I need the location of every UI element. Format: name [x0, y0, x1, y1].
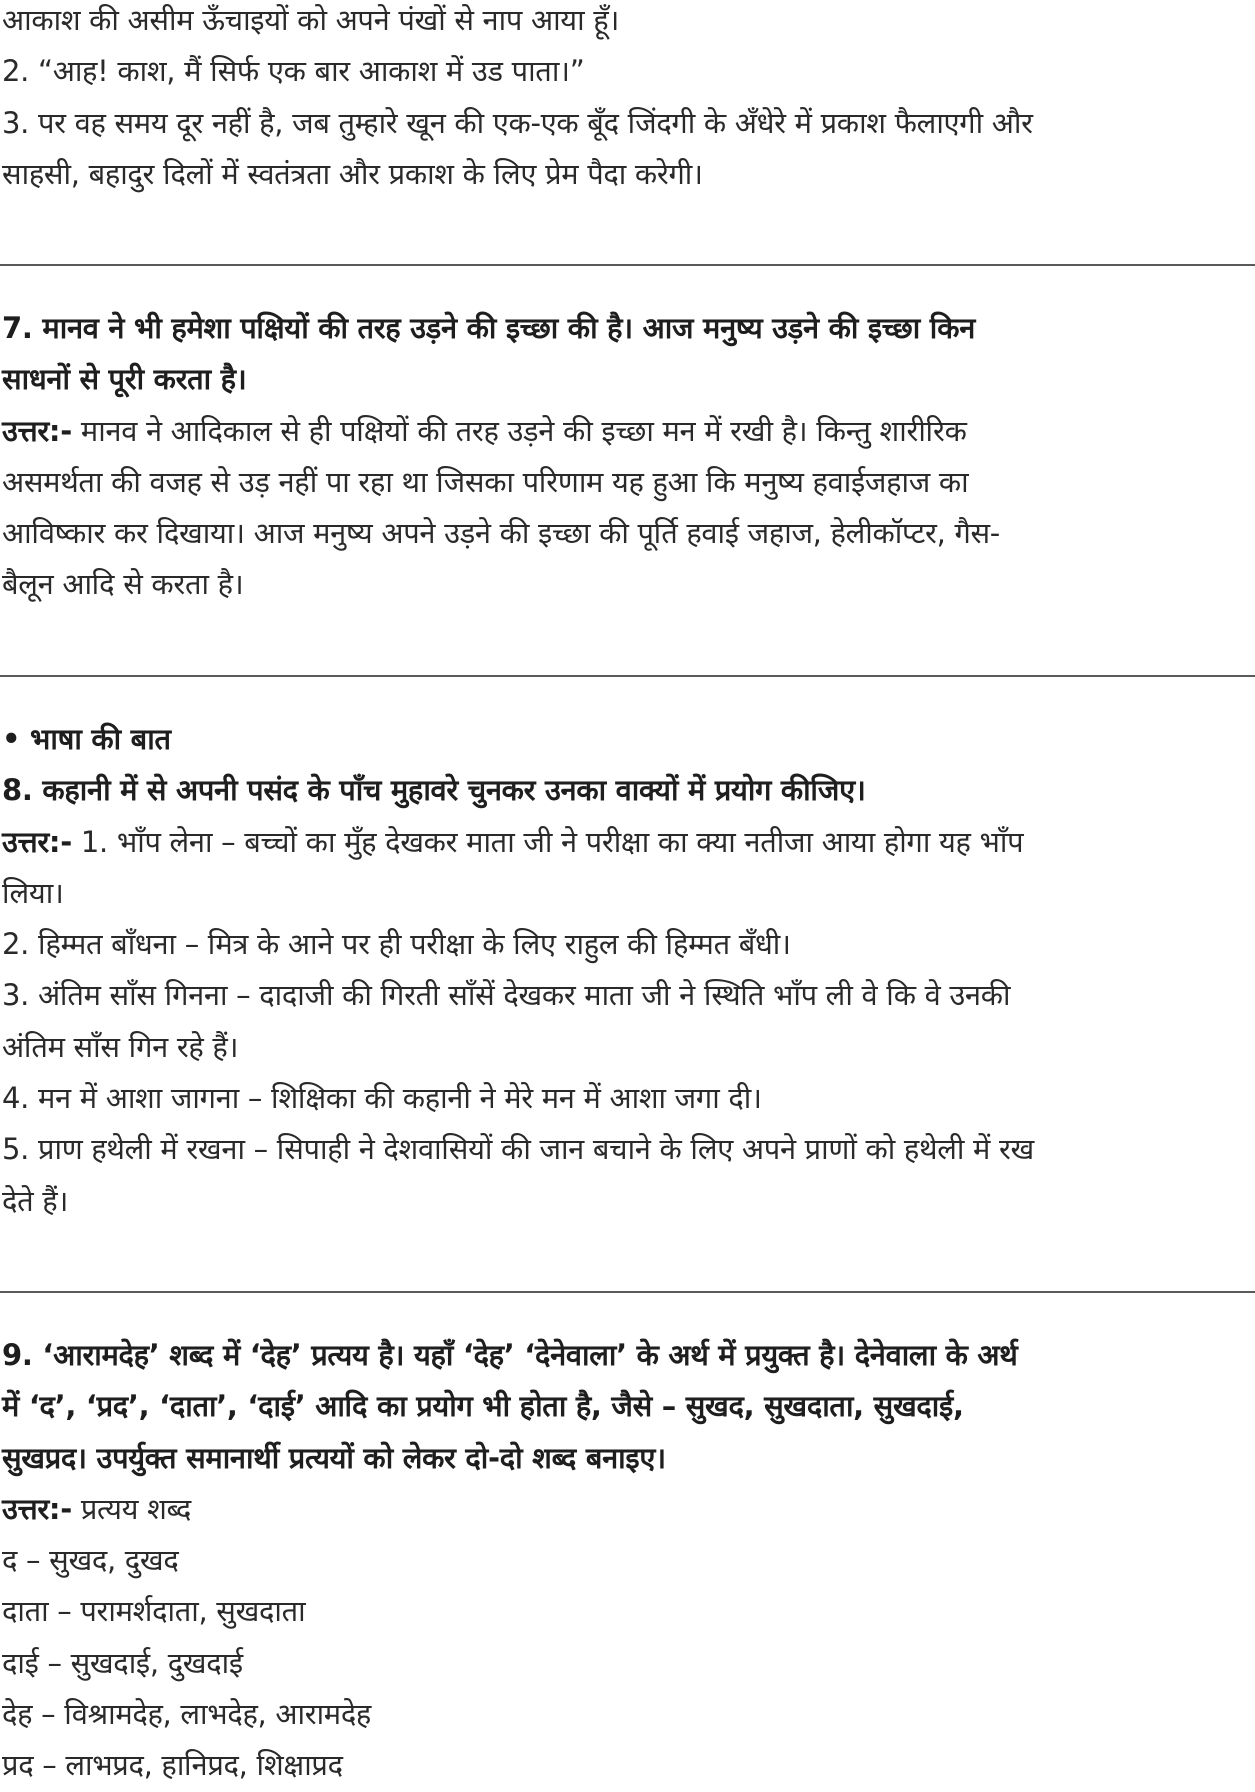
answer-label: उत्तर:- — [2, 413, 72, 448]
answer-text: प्रद – लाभप्रद, हानिप्रद, शिक्षाप्रद — [2, 1748, 343, 1783]
text-line: आकाश की असीम ऊँचाइयों को अपने पंखों से नाप आया हूँ। — [2, 3, 620, 37]
section-heading: • भाषा की बात — [2, 722, 171, 756]
answer-text: 5. प्राण हथेली में रखना – सिपाही ने देशवासियों की जान बचाने के लिए अपने प्राणों को हथेली में रख — [2, 1132, 1034, 1167]
question-text: सुखप्रद। उपर्युक्त समानार्थी प्रत्ययों को लेकर दो-दो शब्द बनाइए। — [2, 1440, 666, 1475]
answer-text: 3. अंतिम साँस गिनना – दादाजी की गिरती साँसें देखकर माता जी ने स्थिति भाँप ली वे कि वे उनकी — [2, 978, 1011, 1013]
divider — [0, 1291, 1255, 1293]
text-line: 2. “आह! काश, मैं सिर्फ एक बार आकाश में उड पाता।” — [2, 54, 585, 89]
question-8 — [2, 714, 1251, 1227]
text-line: 3. पर वह समय दूर नहीं है, जब तुम्हारे खून की एक-एक बूँद जिंदगी के अँधेरे में प्रकाश फैलाएगी और — [2, 105, 1033, 140]
question-text: 9. ‘आरामदेह’ शब्द में ‘देह’ प्रत्यय है। यहाँ ‘देह’ ‘देनेवाला’ के अर्थ में प्रयुक्त है। देनेवाला के अर्थ — [2, 1338, 1018, 1372]
answer-text: मानव ने आदिकाल से ही पक्षियों की तरह उड़ने की इच्छा मन में रखी है। किन्तु शारीरिक — [71, 413, 967, 448]
answer-continuation — [2, 0, 1251, 200]
question-text: 7. मानव ने भी हमेशा पक्षियों की तरह उड़ने की इच्छा की है। आज मनुष्य उड़ने की इच्छा किन — [2, 311, 976, 345]
answer-text: बैलून आदि से करता है। — [2, 567, 244, 602]
answer-text: 1. भाँप लेना – बच्चों का मुँह देखकर माता जी ने परीक्षा का क्या नतीजा आया होगा यह भाँप — [71, 824, 1024, 859]
answer-text: आविष्कार कर दिखाया। आज मनुष्य अपने उड़ने की इच्छा की पूर्ति हवाई जहाज, हेलीकॉप्टर, गैस- — [2, 516, 1000, 551]
answer-label: उत्तर:- — [2, 1491, 72, 1526]
answer-text: अंतिम साँस गिन रहे हैं। — [2, 1029, 239, 1064]
question-7 — [2, 303, 1251, 611]
answer-text: देते हैं। — [2, 1183, 69, 1218]
answer-line — [2, 817, 1251, 868]
answer-text: दाता – परामर्शदाता, सुखदाता — [2, 1594, 306, 1629]
answer-text: प्रत्यय शब्द — [71, 1491, 192, 1526]
answer-label: उत्तर:- — [2, 824, 72, 859]
text-line: साहसी, बहादुर दिलों में स्वतंत्रता और प्रकाश के लिए प्रेम पैदा करेगी। — [2, 156, 703, 191]
question-text: साधनों से पूरी करता है। — [2, 362, 247, 397]
question-9 — [2, 1330, 1251, 1792]
question-text: 8. कहानी में से अपनी पसंद के पाँच मुहावरे चुनकर उनका वाक्यों में प्रयोग कीजिए। — [2, 773, 866, 808]
answer-text: द – सुखद, दुखद — [2, 1543, 179, 1578]
divider — [0, 264, 1255, 266]
answer-text: देह – विश्रामदेह, लाभदेह, आरामदेह — [2, 1697, 372, 1732]
divider — [0, 675, 1255, 677]
answer-line — [2, 406, 1251, 457]
answer-text: असमर्थता की वजह से उड़ नहीं पा रहा था जिसका परिणाम यह हुआ कि मनुष्य हवाईजहाज का — [2, 464, 969, 499]
question-text: में ‘द’, ‘प्रद’, ‘दाता’, ‘दाई’ आदि का प्रयोग भी होता है, जैसे – सुखद, सुखदाता, सुखदाई, — [2, 1389, 964, 1424]
answer-text: दाई – सुखदाई, दुखदाई — [2, 1645, 243, 1680]
answer-text: 4. मन में आशा जागना – शिक्षिका की कहानी ने मेरे मन में आशा जगा दी। — [2, 1081, 762, 1116]
answer-text: लिया। — [2, 875, 64, 910]
answer-text: 2. हिम्मत बाँधना – मित्र के आने पर ही परीक्षा के लिए राहुल की हिम्मत बँधी। — [2, 927, 791, 962]
answer-line — [2, 1484, 1251, 1535]
